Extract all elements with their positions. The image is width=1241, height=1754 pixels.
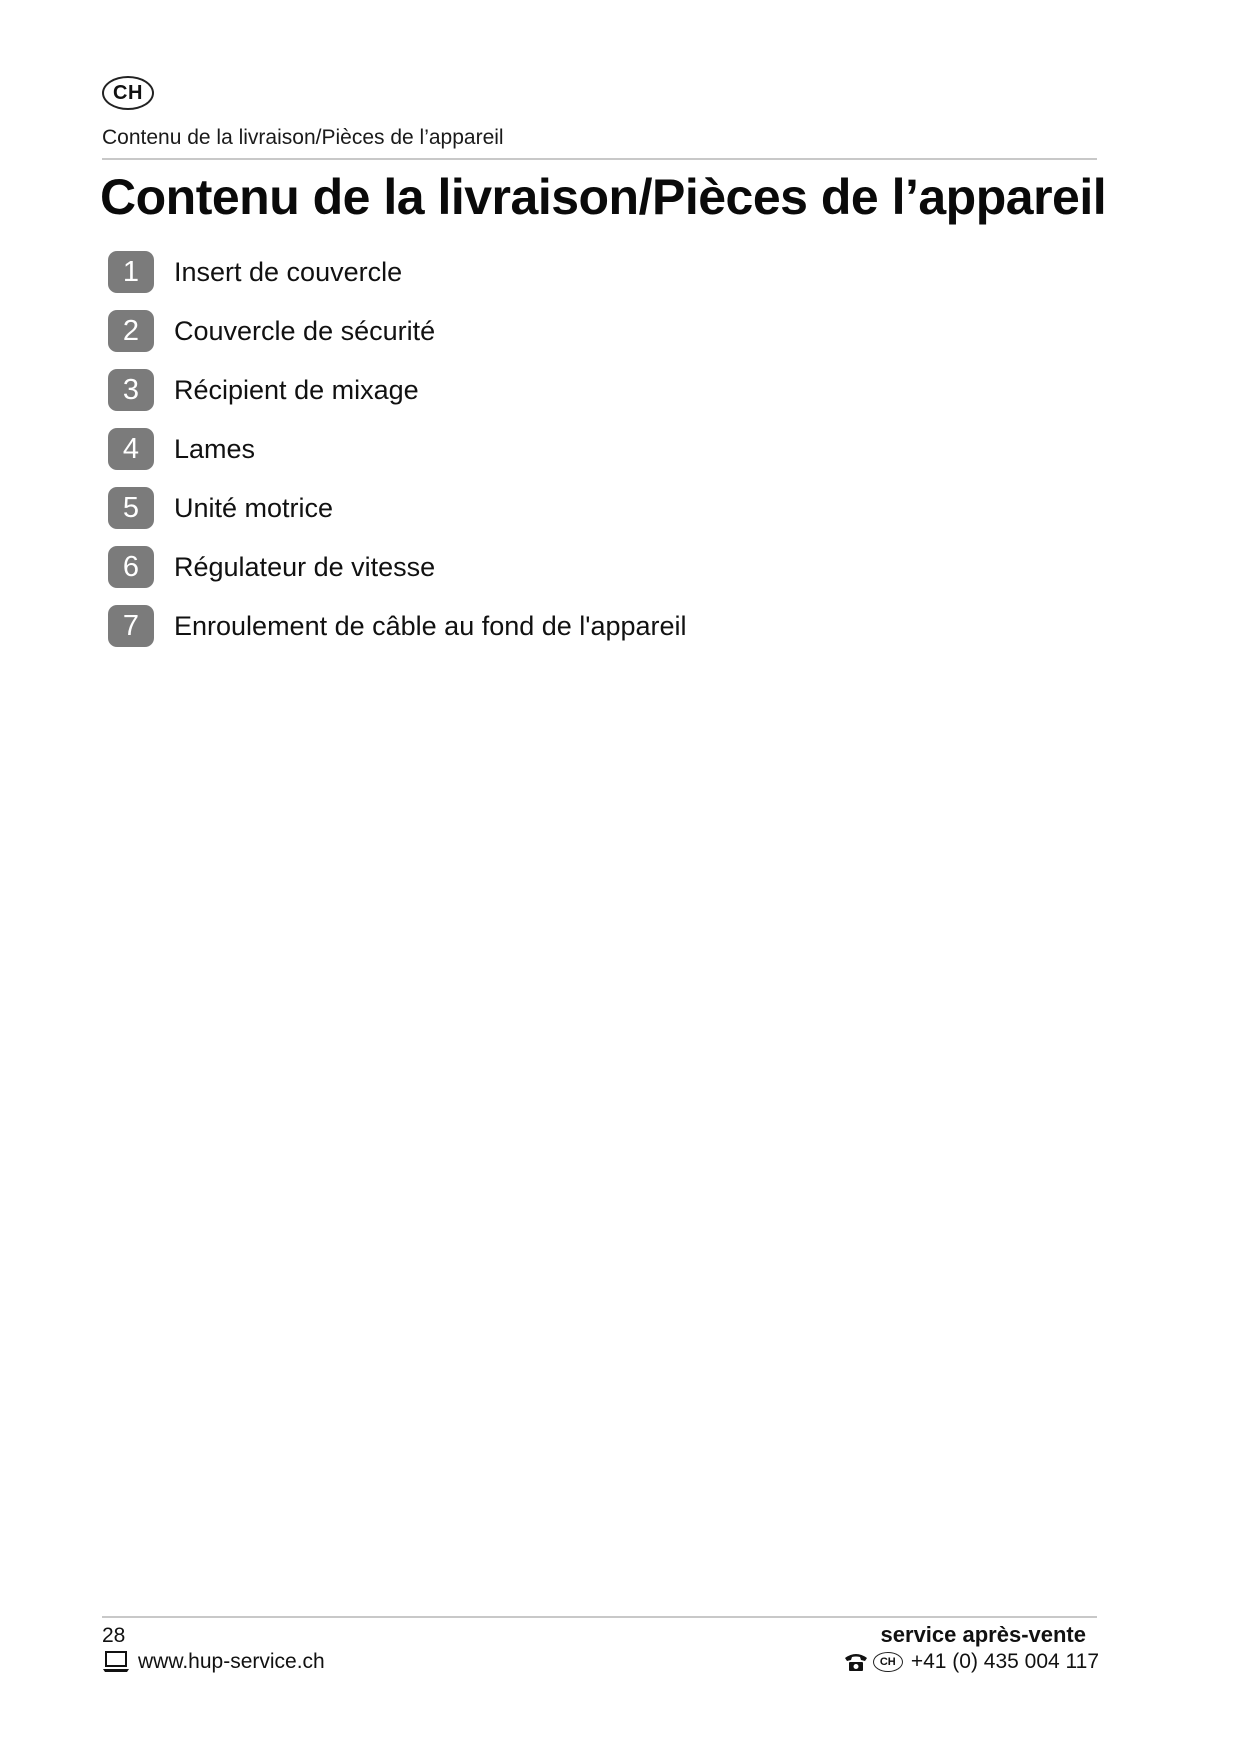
part-number-badge: 2: [108, 310, 154, 352]
country-code: CH: [113, 81, 143, 104]
part-number-badge: 4: [108, 428, 154, 470]
part-label: Récipient de mixage: [174, 374, 419, 405]
footer-divider: [102, 1616, 1097, 1618]
phone-number[interactable]: +41 (0) 435 004 117: [910, 1650, 1099, 1673]
part-label: Couvercle de sécurité: [174, 315, 436, 346]
part-number-badge: 5: [108, 487, 154, 529]
part-number-badge: 6: [108, 546, 154, 588]
service-phone: [843, 1650, 1099, 1674]
header-divider: [102, 158, 1097, 160]
website-link[interactable]: www.hup-service.ch: [138, 1650, 325, 1673]
list-item: [108, 486, 687, 530]
part-label: Lames: [174, 433, 256, 464]
website-line: [102, 1650, 325, 1674]
telephone-icon: [843, 1651, 869, 1673]
laptop-icon: [102, 1650, 130, 1674]
page-number: 28: [102, 1624, 126, 1647]
service-title: service après-vente: [880, 1622, 1086, 1647]
country-badge: [102, 76, 154, 110]
part-number-badge: 3: [108, 369, 154, 411]
part-number-badge: 1: [108, 251, 154, 293]
part-label: Insert de couvercle: [174, 256, 403, 287]
list-item: [108, 604, 687, 648]
list-item: [108, 250, 687, 294]
list-item: [108, 368, 687, 412]
page-title: Contenu de la livraison/Pièces de l’appareil: [100, 169, 1107, 225]
country-code-small: CH: [879, 1656, 896, 1668]
country-badge-small: [873, 1652, 903, 1672]
list-item: [108, 545, 687, 589]
list-item: [108, 309, 687, 353]
part-label: Régulateur de vitesse: [174, 551, 436, 582]
list-item: [108, 427, 687, 471]
part-number-badge: 7: [108, 605, 154, 647]
running-header: Contenu de la livraison/Pièces de l’appareil: [102, 126, 504, 149]
part-label: Enroulement de câble au fond de l'appareil: [174, 610, 687, 641]
parts-list: [108, 250, 687, 663]
part-label: Unité motrice: [174, 492, 334, 523]
